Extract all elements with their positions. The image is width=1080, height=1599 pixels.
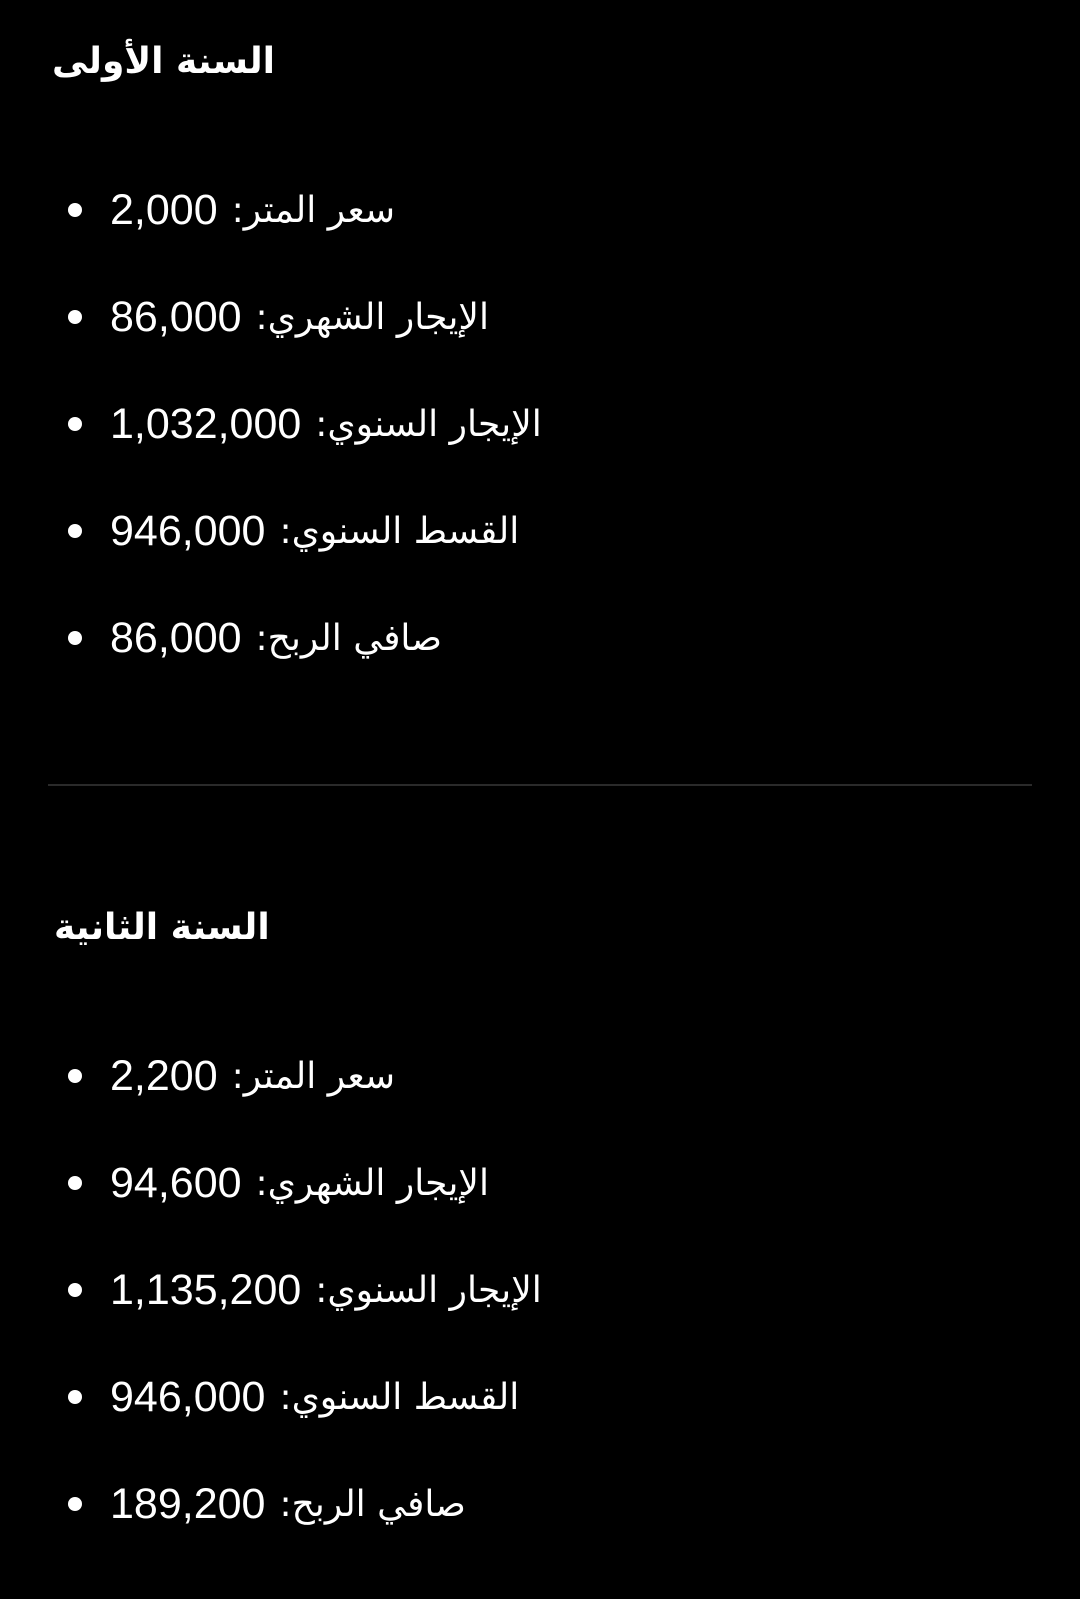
bullet-icon: [68, 524, 82, 538]
bullet-icon: [68, 631, 82, 645]
bullet-icon: [68, 1176, 82, 1190]
list-item: [68, 1260, 542, 1320]
bullet-icon: [68, 1390, 82, 1404]
item-value: 2,000: [110, 185, 218, 234]
item-label: سعر المتر:: [231, 1055, 396, 1097]
item-value: 1,032,000: [110, 399, 302, 448]
item-value: 86,000: [110, 613, 242, 662]
bullet-icon: [68, 310, 82, 324]
list-item: [68, 1367, 519, 1427]
item-label: صافي الربح:: [279, 1483, 466, 1525]
section-divider: [48, 784, 1032, 786]
list-item: [68, 394, 542, 454]
bullet-icon: [68, 1283, 82, 1297]
item-label: القسط السنوي:: [279, 510, 520, 552]
item-label: سعر المتر:: [231, 189, 396, 231]
item-value: 946,000: [110, 1372, 266, 1421]
section-title: السنة الأولى: [52, 41, 276, 82]
bullet-icon: [68, 417, 82, 431]
item-value: 1,135,200: [110, 1265, 302, 1314]
section-title: السنة الثانية: [54, 907, 270, 948]
item-label: صافي الربح:: [255, 617, 442, 659]
item-label: الإيجار الشهري:: [255, 1162, 489, 1204]
list-item: [68, 1046, 395, 1106]
bullet-icon: [68, 203, 82, 217]
list-item: [68, 287, 489, 347]
bullet-icon: [68, 1069, 82, 1083]
item-label: القسط السنوي:: [279, 1376, 520, 1418]
item-value: 946,000: [110, 506, 266, 555]
list-item: [68, 608, 442, 668]
list-item: [68, 501, 519, 561]
list-item: [68, 1474, 466, 1534]
item-value: 2,200: [110, 1051, 218, 1100]
bullet-icon: [68, 1497, 82, 1511]
item-value: 86,000: [110, 292, 242, 341]
list-item: [68, 1153, 489, 1213]
item-label: الإيجار الشهري:: [255, 296, 489, 338]
item-value: 189,200: [110, 1479, 266, 1528]
item-label: الإيجار السنوي:: [315, 403, 542, 445]
item-value: 94,600: [110, 1158, 242, 1207]
item-label: الإيجار السنوي:: [315, 1269, 542, 1311]
list-item: [68, 180, 395, 240]
